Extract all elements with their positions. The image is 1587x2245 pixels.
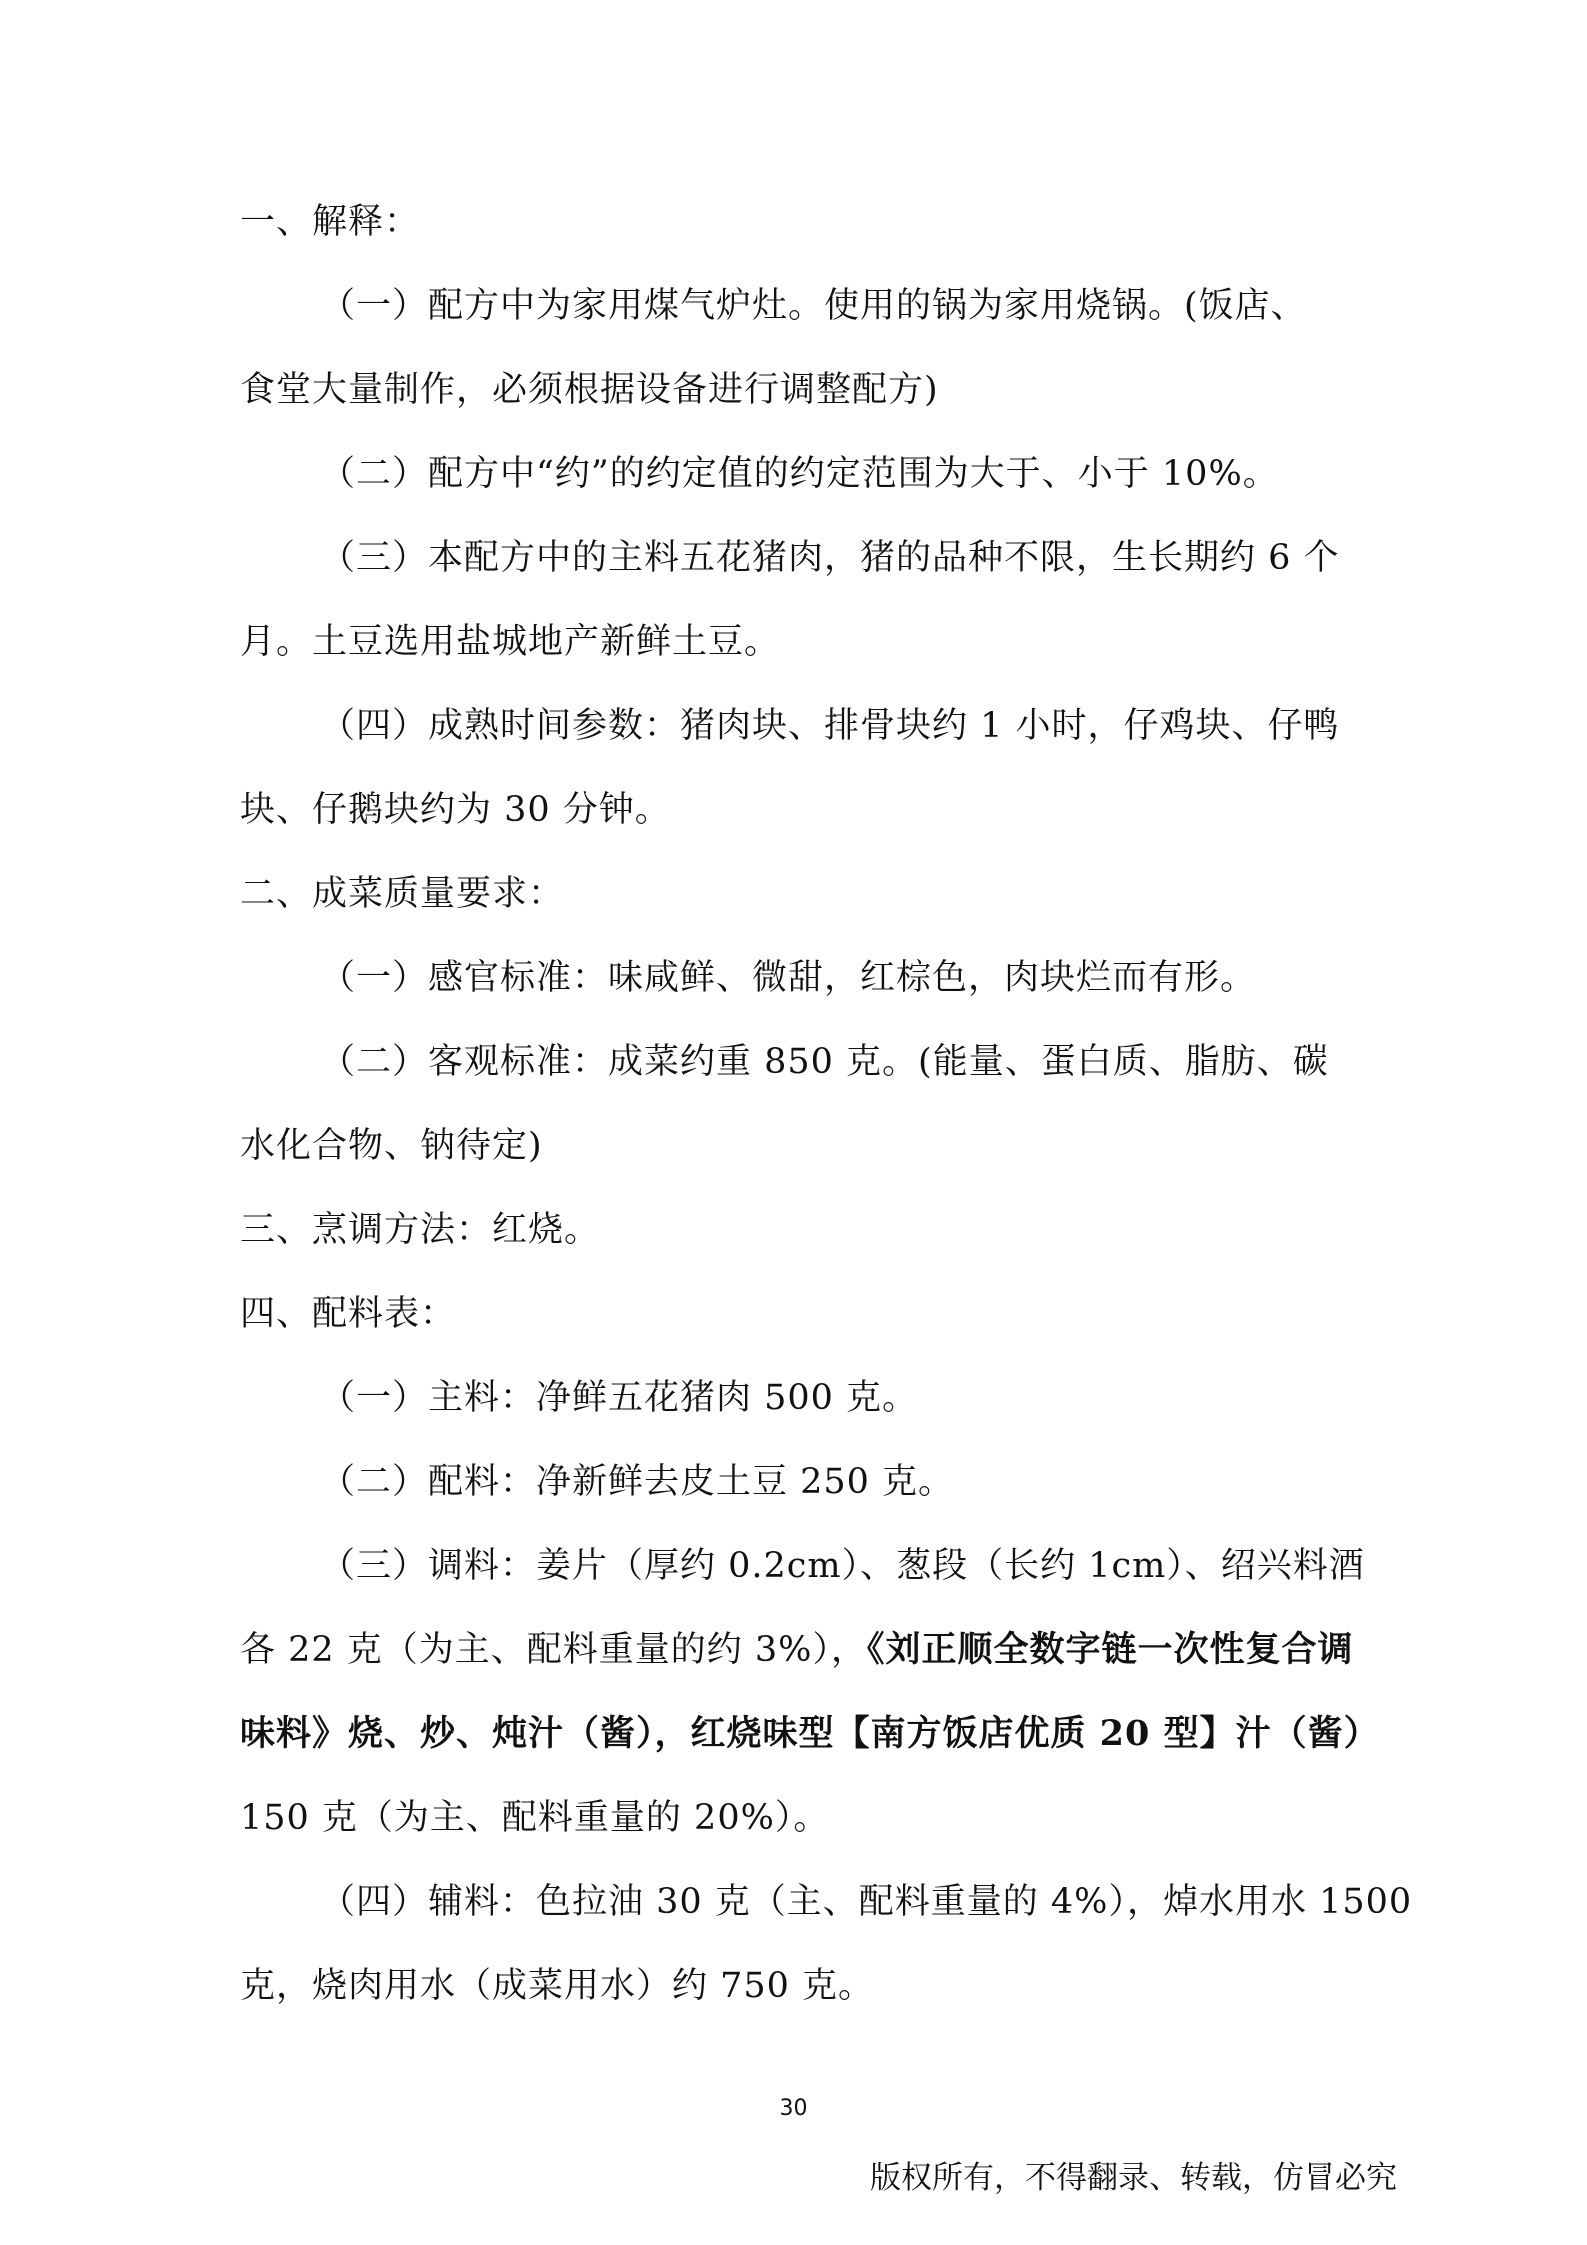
- paragraph-line: （一）主料：净鲜五花猪肉 500 克。: [320, 1378, 919, 1418]
- paragraph-line: 月。土豆选用盐城地产新鲜土豆。: [240, 622, 781, 662]
- paragraph-line: 克，烧肉用水（成菜用水）约 750 克。: [240, 1966, 875, 2006]
- section-heading-ingredients: 四、配料表：: [240, 1294, 457, 1334]
- section-heading-method: 三、烹调方法：红烧。: [240, 1210, 601, 1250]
- paragraph-line: （四）辅料：色拉油 30 克（主、配料重量的 4%），焯水用水 1500: [320, 1882, 1413, 1922]
- copyright-footer: 版权所有，不得翻录、转载，仿冒必究: [870, 2160, 1397, 2196]
- section-heading-quality: 二、成菜质量要求：: [240, 874, 565, 914]
- paragraph-line: （二）配方中“约”的约定值的约定范围为大于、小于 10%。: [320, 454, 1279, 494]
- paragraph-line: 水化合物、钠待定): [240, 1126, 543, 1166]
- paragraph-line: （二）配料：净新鲜去皮土豆 250 克。: [320, 1462, 955, 1502]
- paragraph-line: （三）本配方中的主料五花猪肉，猪的品种不限，生长期约 6 个: [320, 538, 1340, 578]
- paragraph-line: （四）成熟时间参数：猪肉块、排骨块约 1 小时，仔鸡块、仔鸭: [320, 706, 1340, 746]
- paragraph-line: 块、仔鹅块约为 30 分钟。: [240, 790, 671, 830]
- regular-text-segment: 各 22 克（为主、配料重量的约 3%），: [240, 1630, 867, 1670]
- paragraph-line: 150 克（为主、配料重量的 20%）。: [240, 1798, 830, 1838]
- section-heading-explanation: 一、解释：: [240, 202, 421, 242]
- paragraph-line: 食堂大量制作，必须根据设备进行调整配方): [240, 370, 939, 410]
- paragraph-line-mixed: [240, 1628, 1353, 1672]
- paragraph-line: （一）感官标准：味咸鲜、微甜，红棕色，肉块烂而有形。: [320, 958, 1257, 998]
- page-number: 30: [779, 2096, 808, 2121]
- bold-text-segment: 《刘正顺全数字链一次性复合调: [866, 1629, 1354, 1670]
- paragraph-line: （二）客观标准：成菜约重 850 克。(能量、蛋白质、脂肪、碳: [320, 1042, 1329, 1082]
- paragraph-line: （三）调料：姜片（厚约 0.2cm）、葱段（长约 1cm）、绍兴料酒: [320, 1546, 1365, 1586]
- paragraph-line-bold: 味料》烧、炒、炖汁（酱），红烧味型【南方饭店优质 20 型】汁（酱）: [240, 1713, 1380, 1754]
- paragraph-line: （一）配方中为家用煤气炉灶。使用的锅为家用烧锅。(饭店、: [320, 286, 1307, 326]
